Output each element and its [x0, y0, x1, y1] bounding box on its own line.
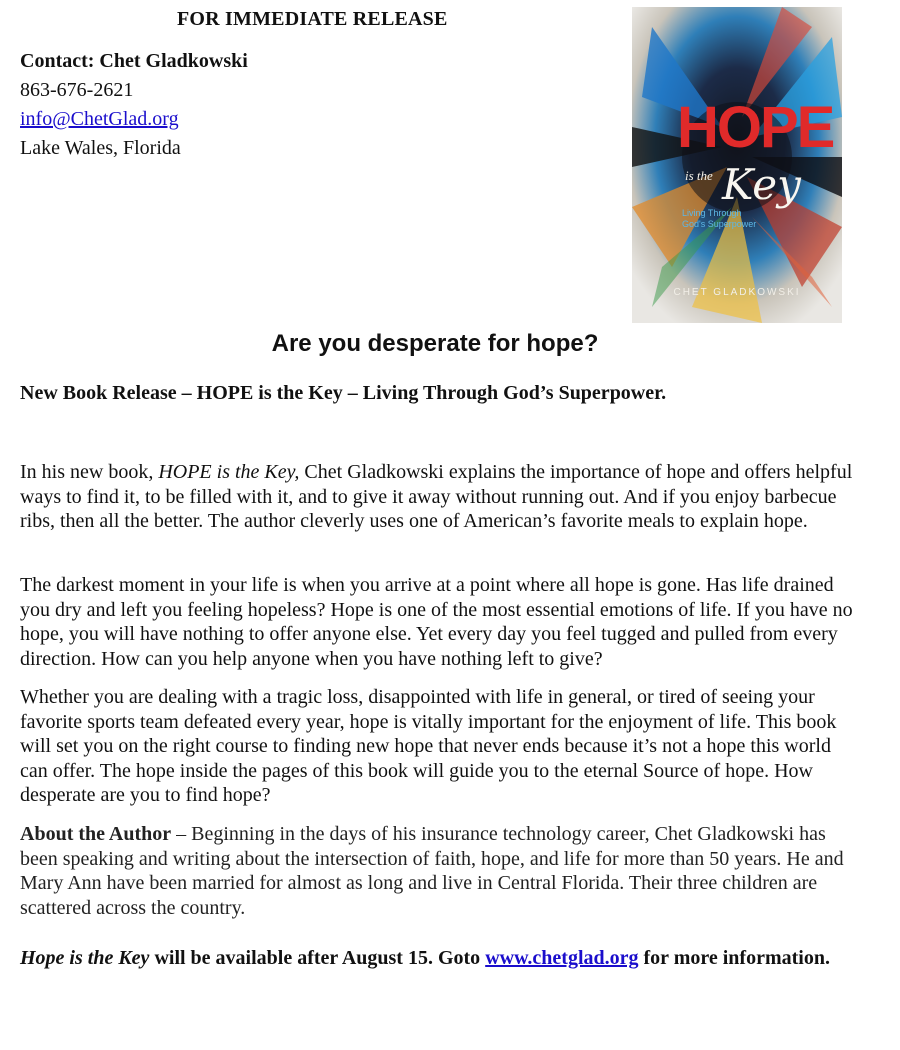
availability-text: will be available after August 15. Goto [149, 947, 486, 969]
cover-title-hope: HOPE [677, 95, 834, 160]
subhead: New Book Release – HOPE is the Key – Living Through God’s Superpower. [20, 382, 667, 404]
contact-name: Contact: Chet Gladkowski [20, 50, 248, 72]
book-cover [632, 7, 842, 323]
intro-post: Chet Gladkowski explains the importance of hope and offers helpful ways to find it, to be filled with it, and to give it away without running out. And if you enjoy barbecue ribs, then all the better. The author cleverly uses one of American’s favorite meals to explain hope. [20, 461, 853, 532]
paragraph-darkest-moment: The darkest moment in your life is when you arrive at a point where all hope is gone. Has life drained you dry and left you feeling hopeless? Hope is one of the most essential emotions of life. If you have no hope, you will have nothing to offer anyone else. Yet every day you feel tugged and pulled from every direction. How can you help anyone when you have nothing left to give? [20, 574, 853, 670]
about-author-heading: About the Author [20, 823, 172, 845]
cover-subtitle-2: God's Superpower [682, 219, 757, 229]
about-author-text: – Beginning in the days of his insurance technology career, Chet Gladkowski has been speaking and writing about the intersection of faith, hope, and life for more than 50 years. He and Mary Ann have been married for almost as long and live in Central Florida. Their three children are scattered across the country. [20, 823, 844, 919]
paragraph-tragic-loss: Whether you are dealing with a tragic loss, disappointed with life in general, or tired of seeing your favorite sports team defeated every year, hope is vitally important for the enjoyment of life. This book will set you on the right course to finding new hope that never ends because it’s not a hope this world can offer. The hope inside the pages of this book will guide you to the eternal Source of hope. How desperate are you to find hope? [20, 686, 837, 806]
paragraph-intro [20, 460, 860, 534]
headline: Are you desperate for hope? [271, 330, 599, 357]
book-cover-art [632, 7, 842, 323]
cover-subtitle-1: Living Through [682, 208, 742, 218]
website-link[interactable]: www.chetglad.org [485, 947, 639, 969]
contact-email-link[interactable]: info@ChetGlad.org [20, 108, 179, 130]
cover-title-is-the: is the [685, 168, 713, 183]
release-line: FOR IMMEDIATE RELEASE [177, 8, 448, 30]
paragraph-availability [20, 946, 860, 971]
availability-book-title: Hope is the Key [20, 947, 150, 969]
contact-location: Lake Wales, Florida [20, 137, 181, 159]
paragraph-about-author [20, 822, 860, 920]
intro-book-title: HOPE is the Key, [158, 461, 300, 483]
intro-pre: In his new book, [20, 461, 159, 483]
availability-end: for more information. [638, 947, 830, 969]
cover-title-key: Key [722, 160, 801, 209]
contact-phone: 863-676-2621 [20, 79, 134, 101]
cover-author: CHET GLADKOWSKI [673, 287, 801, 298]
